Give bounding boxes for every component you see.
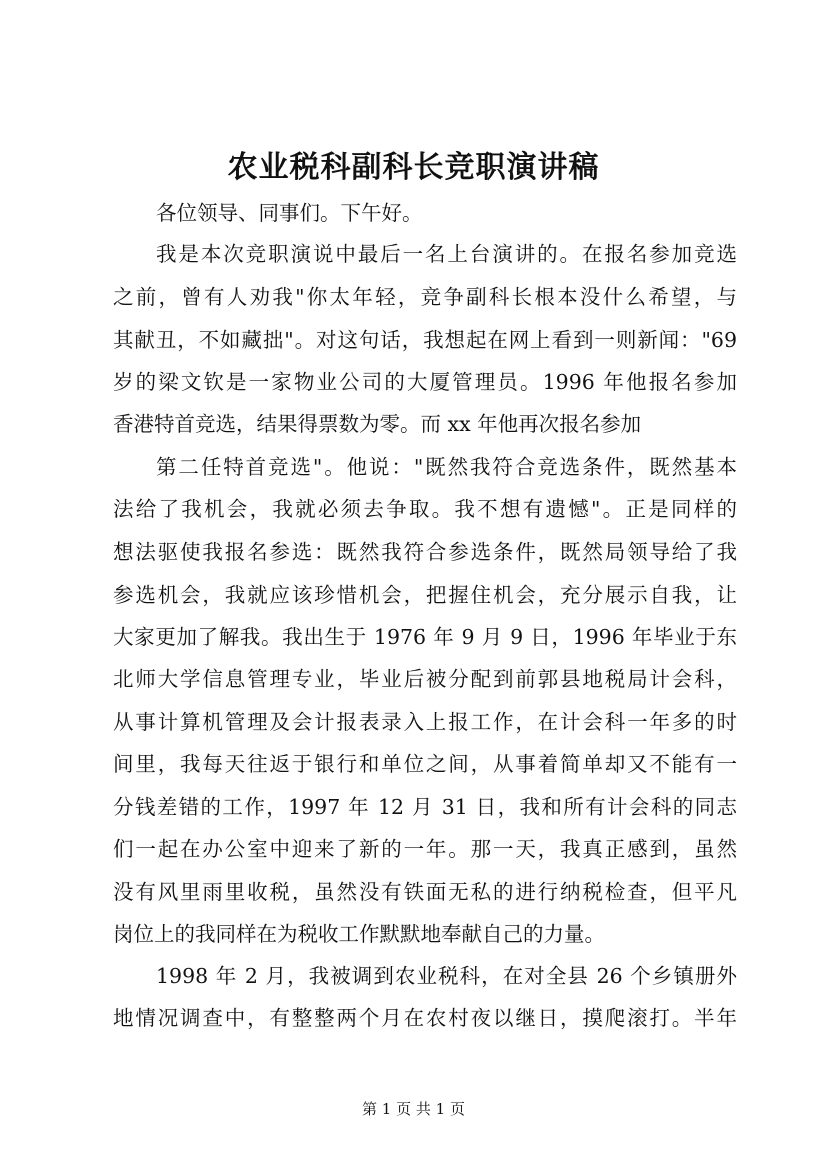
text-line: 之前，曾有人劝我"你太年轻，竞争副科长根本没什么希望，与 <box>113 285 737 309</box>
text-line: 们一起在办公室中迎来了新的一年。那一天，我真正感到，虽然 <box>113 837 737 861</box>
text-line: 岁的梁文钦是一家物业公司的大厦管理员。1996 年他报名参加 <box>113 370 737 394</box>
text-line: 从事计算机管理及会计报表录入上报工作，在计会科一年多的时 <box>113 710 737 734</box>
text-line: 1998 年 2 月，我被调到农业税科，在对全县 26 个乡镇册外 <box>156 964 737 988</box>
text-line: 北师大学信息管理专业，毕业后被分配到前郭县地税局计会科， <box>113 667 737 691</box>
text-line: 法给了我机会，我就必须去争取。我不想有遗憾"。正是同样的 <box>113 497 737 521</box>
text-line: 没有风里雨里收税，虽然没有铁面无私的进行纳税检查，但平凡 <box>113 880 737 904</box>
text-line: 我是本次竞职演说中最后一名上台演讲的。在报名参加竞选 <box>156 242 737 266</box>
text-line: 大家更加了解我。我出生于 1976 年 9 月 9 日，1996 年毕业于东 <box>113 625 737 649</box>
document-title: 农业税科副科长竞职演讲稿 <box>227 150 600 185</box>
text-line: 地情况调查中，有整整两个月在农村夜以继日，摸爬滚打。半年 <box>113 1006 737 1030</box>
text-line: 想法驱使我报名参选：既然我符合参选条件，既然局领导给了我 <box>113 540 737 564</box>
text-line: 香港特首竞选，结果得票数为零。而 xx 年他再次报名参加 <box>113 412 642 436</box>
page-footer: 第 1 页 共 1 页 <box>362 1100 465 1118</box>
text-line: 间里，我每天往返于银行和单位之间，从事着简单却又不能有一 <box>113 752 737 776</box>
text-line: 第二任特首竞选"。他说："既然我符合竞选条件，既然基本 <box>156 455 737 479</box>
text-line: 参选机会，我就应该珍惜机会，把握住机会，充分展示自我，让 <box>113 583 737 607</box>
text-line: 其献丑，不如藏拙"。对这句话，我想起在网上看到一则新闻："69 <box>113 328 737 352</box>
text-line: 分钱差错的工作，1997 年 12 月 31 日，我和所有计会科的同志 <box>113 795 737 819</box>
text-line: 岗位上的我同样在为税收工作默默地奉献自己的力量。 <box>113 922 605 946</box>
text-line: 各位领导、同事们。下午好。 <box>156 201 423 225</box>
